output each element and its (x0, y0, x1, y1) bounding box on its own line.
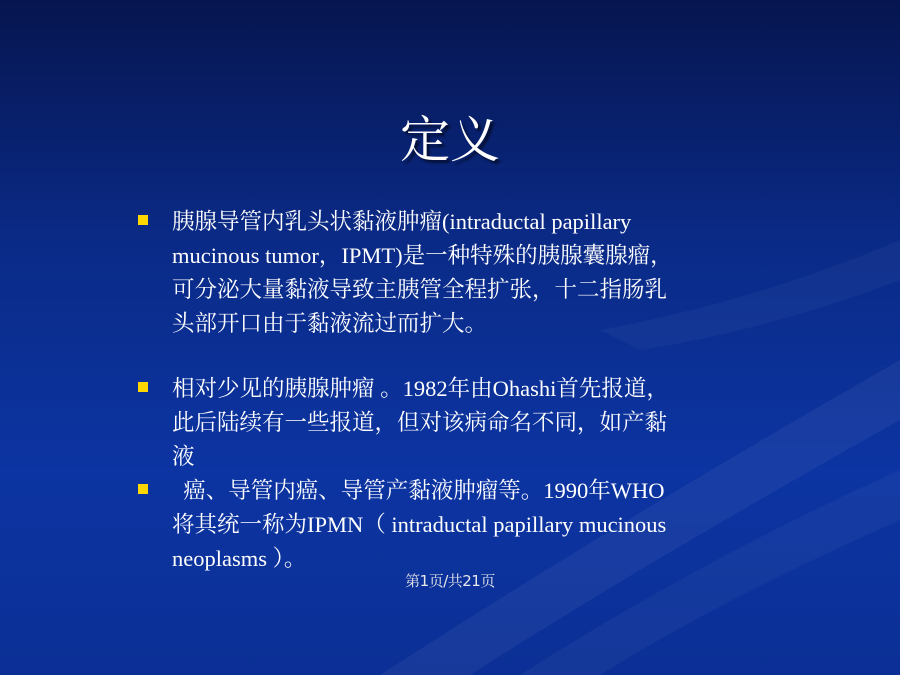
square-bullet-icon (138, 215, 148, 225)
page-number-footer: 第1页/共21页 (405, 572, 495, 590)
bullet-text: 胰腺导管内乳头状黏液肿瘤(intraductal papillary mucinous tumor，IPMT)是一种特殊的胰腺囊腺瘤， 可分泌大量黏液导致主胰管全程扩张，十二指肠乳 头部开口由于黏液流过而扩大。 (172, 209, 673, 336)
square-bullet-icon (138, 382, 148, 392)
bullet-text: 相对少见的胰腺肿瘤 。1982年由Ohashi首先报道， 此后陆续有一些报道，但对该病命名不同，如产黏 液 (172, 376, 669, 469)
slide-title: 定义 (400, 111, 500, 169)
square-bullet-icon (138, 484, 148, 494)
bullet-text: 癌、导管内癌、导管产黏液肿瘤等。1990年WHO 将其统一称为IPMN（ intraductal papillary mucinous neoplasms ）。 (172, 478, 667, 571)
